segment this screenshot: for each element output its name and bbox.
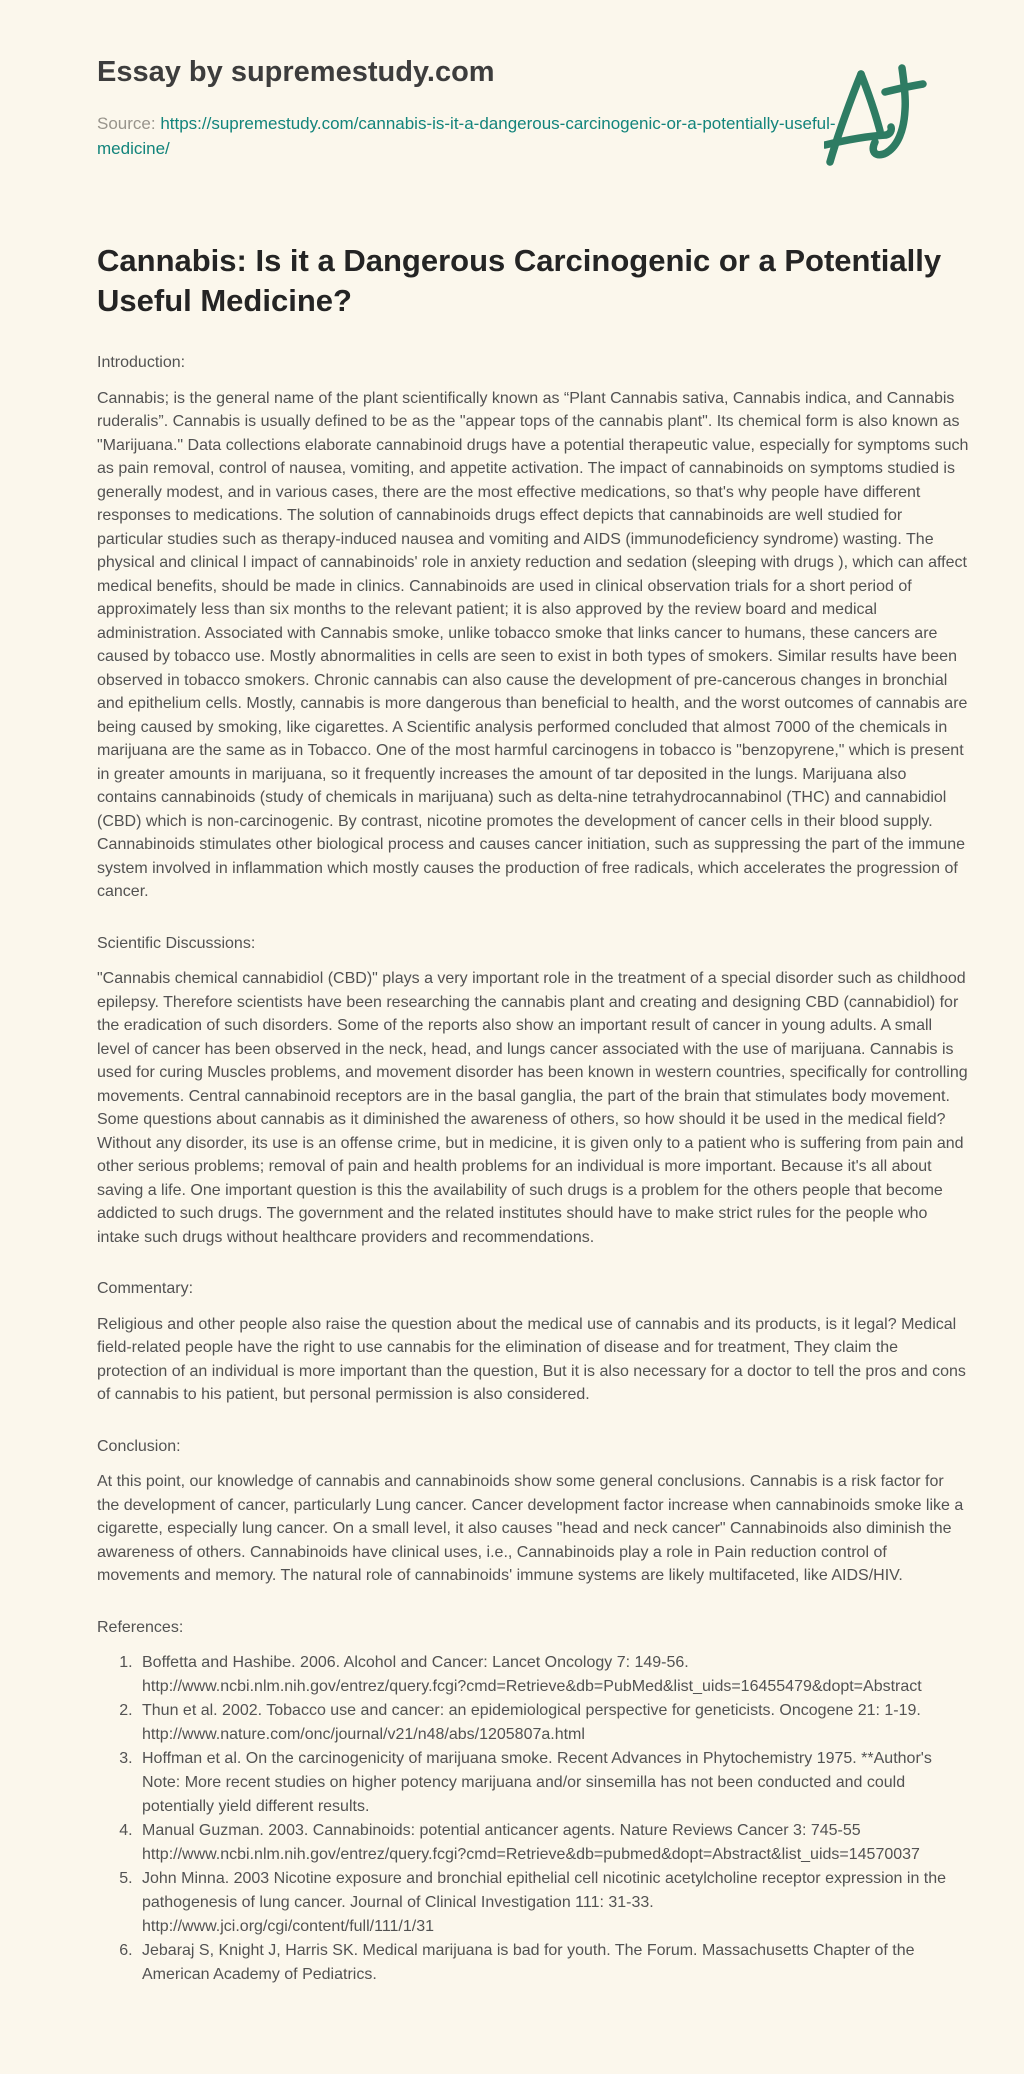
section-heading: Conclusion:	[97, 1437, 181, 1455]
essay-title: Cannabis: Is it a Dangerous Carcinogenic or a Potentially Useful Medicine?	[97, 243, 942, 318]
reference-text: Thun et al. 2002. Tobacco use and cancer: an epidemiological perspective for geneticists. Oncogene 21: 1-19.	[142, 1702, 921, 1719]
reference-url: http://www.ncbi.nlm.nih.gov/entrez/query.fcgi?cmd=Retrieve&db=PubMed&list_uids=16455479&dopt=Abstract	[142, 1678, 922, 1695]
section-paragraph: At this point, our knowledge of cannabis and cannabinoids show some general conclusions. Cannabis is a risk factor for the development of cancer, particularly Lung cancer. Cancer development factor increase when cannabinoids smoke like a cigarette, especially lung cancer. On a small level, it also causes "head and neck cancer" Cannabinoids also diminish the awareness of others. Cannabinoids have clinical uses, i.e., Cannabinoids play a role in Pain reduction control of movements and memory. The natural role of cannabinoids' immune systems are likely multifaceted, like AIDS/HIV.	[97, 1473, 964, 1584]
reference-text: Manual Guzman. 2003. Cannabinoids: potential anticancer agents. Nature Reviews Cancer 3: 745-55	[142, 1822, 861, 1839]
reference-url: http://www.nature.com/onc/journal/v21/n48/abs/1205807a.html	[142, 1726, 585, 1743]
source-label: Source:	[97, 114, 161, 133]
section-scientific-discussions	[97, 932, 969, 1250]
reference-item	[137, 1651, 969, 1699]
a-plus-logo-icon	[824, 54, 944, 169]
essay-body	[97, 241, 969, 1987]
reference-item	[137, 1699, 969, 1747]
reference-text: Hoffman et al. On the carcinogenicity of marijuana smoke. Recent Advances in Phytochemistry 1975. **Author's Note: More recent studies on higher potency marijuana and/or sinsemilla has not been conducted and could potentially yield different results.	[142, 1750, 932, 1815]
reference-url: http://www.ncbi.nlm.nih.gov/entrez/query.fcgi?cmd=Retrieve&db=pubmed&dopt=Abstract&list_uids=14570037	[142, 1846, 920, 1863]
section-paragraph: "Cannabis chemical cannabidiol (CBD)" plays a very important role in the treatment of a special disorder such as childhood epilepsy. Therefore scientists have been researching the cannabis plant and creating and designing CBD (cannabidiol) for the eradication of such disorders. Some of the reports also show an important result of cancer in young adults. A small level of cancer has been observed in the neck, head, and lungs cancer associated with the use of marijuana. Cannabis is used for curing Muscles problems, and movement disorder has been known in western countries, specifically for controlling movements. Central cannabinoid receptors are in the basal ganglia, the part of the brain that stimulates body movement. Some questions about cannabis as it diminished the awareness of others, so how should it be used in the medical field? Without any disorder, its use is an offense crime, but in medicine, it is given only to a patient who is suffering from pain and other serious problems; removal of pain and health problems for an individual is more important. Because it's all about saving a life. One important question is this the availability of such drugs is a problem for the others people that become addicted to such drugs. The government and the related institutes should have to make strict rules for the people who intake such drugs without healthcare providers and recommendations.	[97, 970, 968, 1246]
section-heading: References:	[97, 1618, 184, 1636]
section-paragraph: Religious and other people also raise the question about the medical use of cannabis and its products, is it legal? Medical field-related people have the right to use cannabis for the elimination of disease and for treatment, They claim the protection of an individual is more important than the question, But it is also necessary for a doctor to tell the pros and cons of cannabis to his patient, but personal permission is also considered.	[97, 1315, 966, 1403]
section-commentary	[97, 1277, 969, 1407]
references-list	[97, 1651, 969, 1987]
source-line	[97, 111, 839, 161]
section-heading: Scientific Discussions:	[97, 934, 256, 952]
reference-item	[137, 1819, 969, 1867]
reference-text: Boffetta and Hashibe. 2006. Alcohol and Cancer: Lancet Oncology 7: 149-56.	[142, 1654, 689, 1671]
reference-text: Jebaraj S, Knight J, Harris SK. Medical marijuana is bad for youth. The Forum. Massachusetts Chapter of the American Academy of Pediatrics.	[142, 1942, 915, 1983]
reference-text: John Minna. 2003 Nicotine exposure and bronchial epithelial cell nicotinic acetylcholine receptor expression in the pathogenesis of lung cancer. Journal of Clinical Investigation 111: 31-33.	[142, 1870, 947, 1911]
section-introduction	[97, 351, 969, 904]
section-references	[97, 1616, 969, 1988]
source-link[interactable]: https://supremestudy.com/cannabis-is-it-a-dangerous-carcinogenic-or-a-potentially-useful-medicine/	[97, 114, 836, 158]
reference-item	[137, 1939, 969, 1987]
reference-url: http://www.jci.org/cgi/content/full/111/1/31	[142, 1918, 435, 1935]
reference-item	[137, 1867, 969, 1939]
section-conclusion	[97, 1435, 969, 1588]
section-heading: Introduction:	[97, 354, 186, 371]
section-heading: Commentary:	[97, 1280, 194, 1297]
reference-item	[137, 1747, 969, 1819]
page-header-title: Essay by supremestudy.com	[97, 56, 495, 88]
section-paragraph: Cannabis; is the general name of the plant scientifically known as “Plant Cannabis sativa, Cannabis indica, and Cannabis ruderalis”. Cannabis is usually defined to be as the "appear tops of the cannabis plant". Its chemical form is also known as "Marijuana." Data collections elaborate cannabinoid drugs have a potential therapeutic value, especially for symptoms such as pain removal, control of nausea, vomiting, and appetite activation. The impact of cannabinoids on symptoms studied is generally modest, and in various cases, there are the most effective medications, so that's why people have different responses to medications. The solution of cannabinoids drugs effect depicts that cannabinoids are well studied for particular studies such as therapy-induced nausea and vomiting and AIDS (immunodeficiency syndrome) wasting. The physical and clinical l impact of cannabinoids' role in anxiety reduction and sedation (sleeping with drugs ), which can affect medical benefits, should be made in clinics. Cannabinoids are used in clinical observation trials for a short period of approximately less than six months to the relevant patient; it is also approved by the review board and medical administration. Associated with Cannabis smoke, unlike tobacco smoke that links cancer to humans, these cancers are caused by tobacco use. Mostly abnormalities in cells are seen to exist in both types of smokers. Similar results have been observed in tobacco smokers. Chronic cannabis can also cause the development of pre-cancerous changes in bronchial and epithelium cells. Mostly, cannabis is more dangerous than beneficial to health, and the worst outcomes of cannabis are being caused by smoking, like cigarettes. A Scientific analysis performed concluded that almost 7000 of the chemicals in marijuana are the same as in Tobacco. One of the most harmful carcinogens in tobacco is "benzopyrene," which is present in greater amounts in marijuana, so it frequently increases the amount of tar deposited in the lungs. Marijuana also contains cannabinoids (study of chemicals in marijuana) such as delta-nine tetrahydrocannabinol (THC) and cannabidiol (CBD) which is non-carcinogenic. By contrast, nicotine promotes the development of cancer cells in their blood supply. Cannabinoids stimulates other biological process and causes cancer initiation, such as suppressing the part of the immune system involved in inflammation which mostly causes the production of free radicals, which accelerates the progression of cancer.	[97, 389, 969, 900]
